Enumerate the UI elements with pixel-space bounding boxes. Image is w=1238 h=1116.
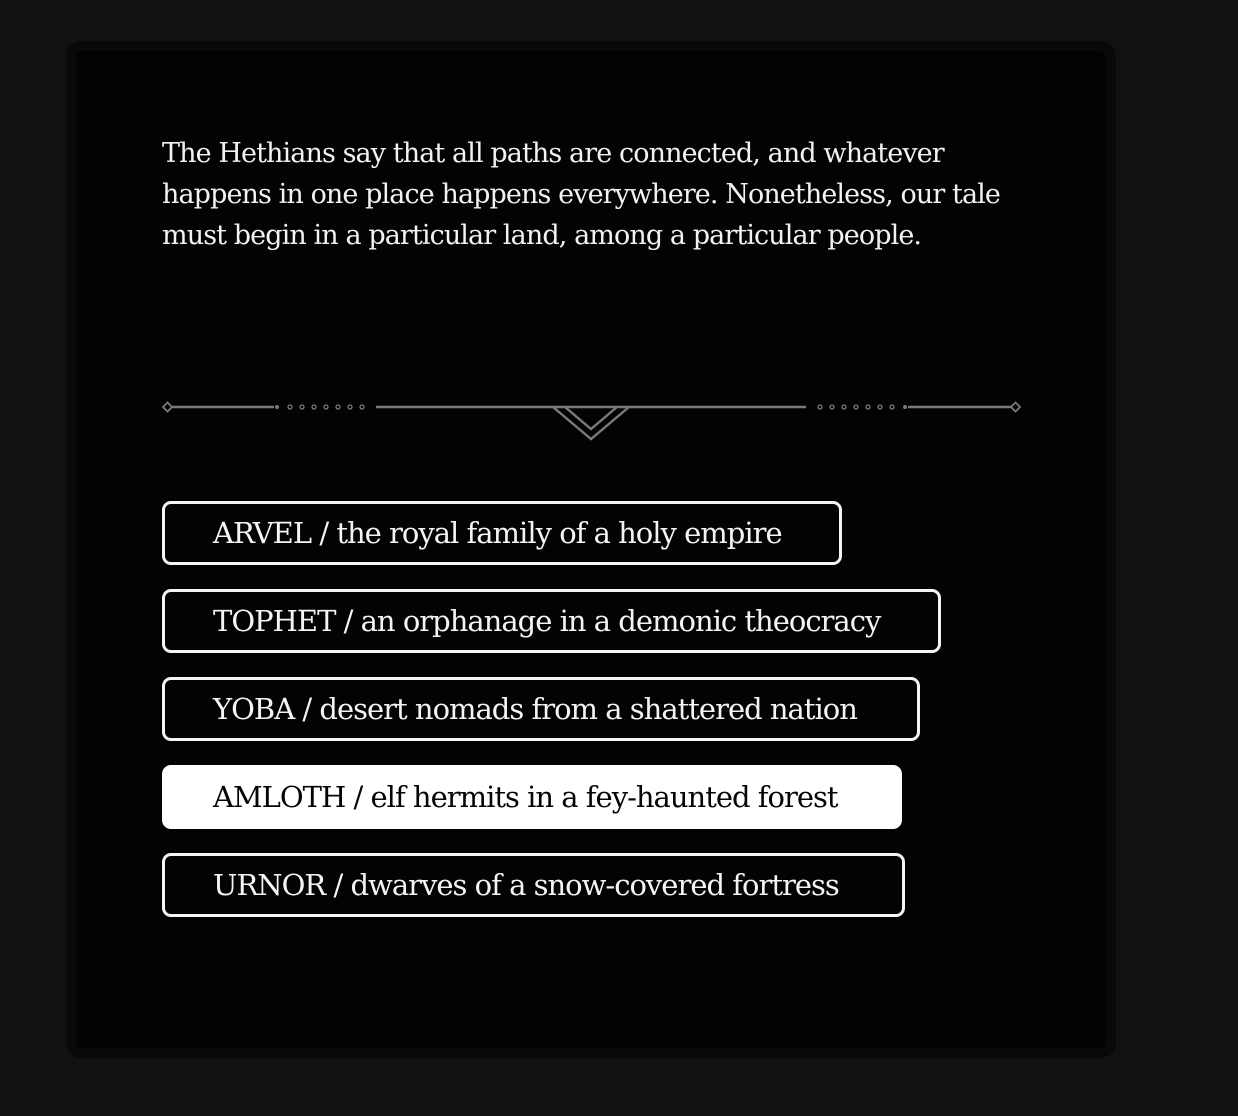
choice-yoba-button[interactable]: YOBA / desert nomads from a shattered nation — [162, 677, 920, 741]
choice-list — [162, 501, 941, 941]
choice-amloth-button[interactable]: AMLOTH / elf hermits in a fey-haunted forest — [162, 765, 902, 829]
choice-arvel-button[interactable]: ARVEL / the royal family of a holy empire — [162, 501, 842, 565]
story-text: The Hethians say that all paths are connected, and whatever happens in one place happens everywhere. Nonetheless, our tale must begin in a particular land, among a particular people. — [162, 138, 1000, 251]
ornamental-divider-icon — [160, 396, 1024, 446]
choice-tophet-button[interactable]: TOPHET / an orphanage in a demonic theocracy — [162, 589, 941, 653]
story-panel — [66, 41, 1116, 1058]
choice-urnor-button[interactable]: URNOR / dwarves of a snow-covered fortress — [162, 853, 905, 917]
